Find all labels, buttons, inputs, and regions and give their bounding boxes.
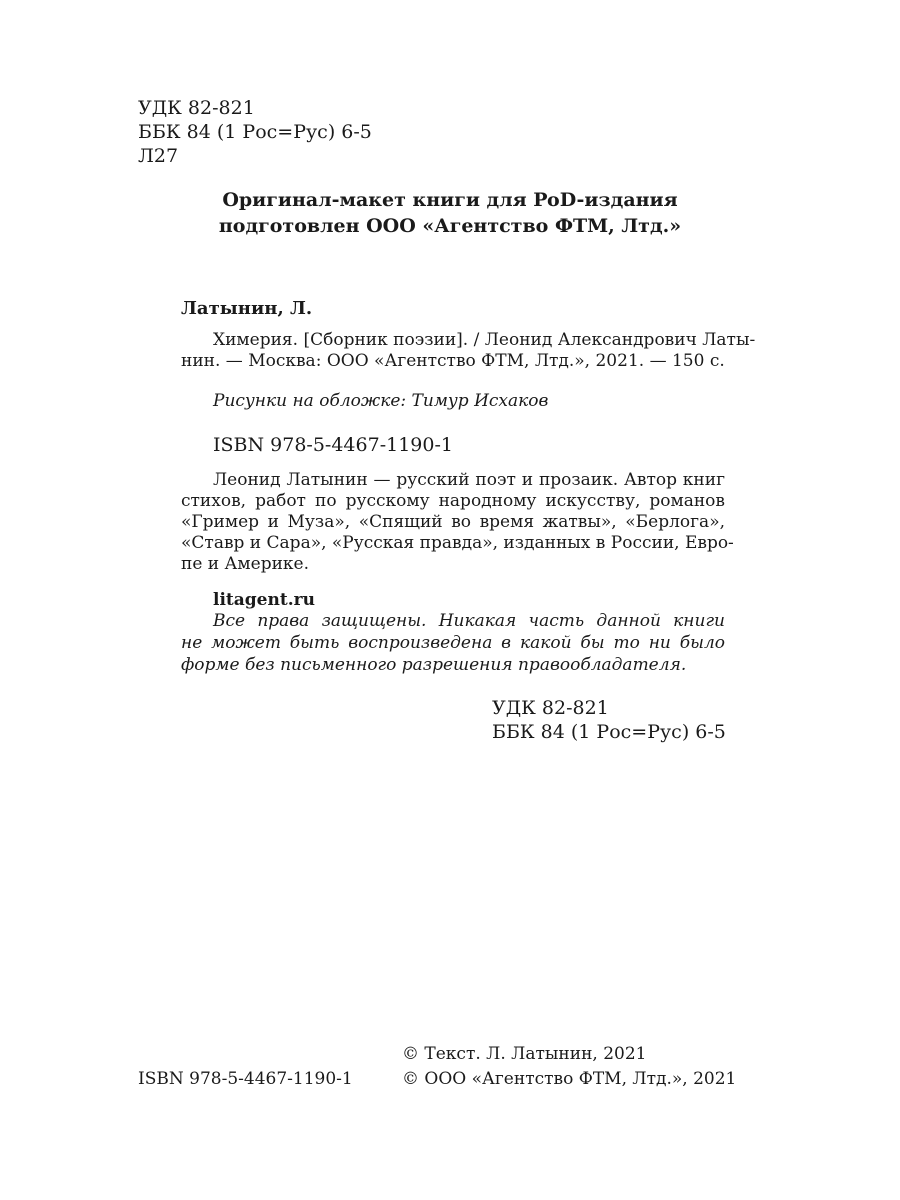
- footer-isbn: ISBN 978-5-4467-1190-1: [138, 1069, 353, 1089]
- layout-note-line-2: подготовлен ООО «Агентство ФТМ, Лтд.»: [218, 215, 682, 237]
- annotation-line: пе и Америке.: [181, 554, 309, 574]
- cover-illustrator: Рисунки на обложке: Тимур Исхаков: [213, 391, 549, 411]
- bbk-code: ББК 84 (1 Рос=Рус) 6-5: [492, 721, 726, 743]
- annotation-line: Леонид Латынин — русский поэт и прозаик. Автор книг: [213, 470, 725, 490]
- isbn: ISBN 978-5-4467-1190-1: [213, 434, 453, 456]
- bottom-classification-codes: [492, 696, 726, 744]
- author-annotation: [181, 470, 734, 575]
- description-line: нин. — Москва: ООО «Агентство ФТМ, Лтд.», 2021. — 150 с.: [181, 351, 725, 371]
- copyright-block: [402, 1042, 736, 1092]
- layout-note-heading: [0, 187, 900, 239]
- rights-line: форме без письменного разрешения правообладателя.: [181, 655, 687, 675]
- author-mark: Л27: [138, 145, 179, 167]
- udk-code: УДК 82-821: [138, 97, 255, 119]
- description-line: Химерия. [Сборник поэзии]. / Леонид Александрович Латы-: [213, 330, 756, 350]
- copyright-text: © Текст. Л. Латынин, 2021: [402, 1044, 647, 1064]
- annotation-line: «Гример и Муза», «Спящий во время жатвы», «Берлога»,: [181, 512, 725, 532]
- publication-description: [181, 330, 756, 372]
- udk-code: УДК 82-821: [492, 697, 609, 719]
- bbk-code: ББК 84 (1 Рос=Рус) 6-5: [138, 121, 372, 143]
- rights-notice: [181, 610, 725, 676]
- annotation-line: стихов, работ по русскому народному искусству, романов: [181, 491, 725, 511]
- layout-note-line-1: Оригинал-макет книги для PoD-издания: [222, 189, 678, 211]
- website-link[interactable]: litagent.ru: [213, 590, 315, 610]
- copyright-publisher: © ООО «Агентство ФТМ, Лтд.», 2021: [402, 1069, 737, 1089]
- author-name: Латынин, Л.: [181, 298, 313, 319]
- top-classification-codes: [138, 96, 372, 168]
- rights-line: не может быть воспроизведена в какой бы то ни было: [181, 633, 725, 653]
- rights-line: Все права защищены. Никакая часть данной книги: [213, 611, 725, 631]
- annotation-line: «Ставр и Сара», «Русская правда», изданных в России, Евро-: [181, 533, 734, 553]
